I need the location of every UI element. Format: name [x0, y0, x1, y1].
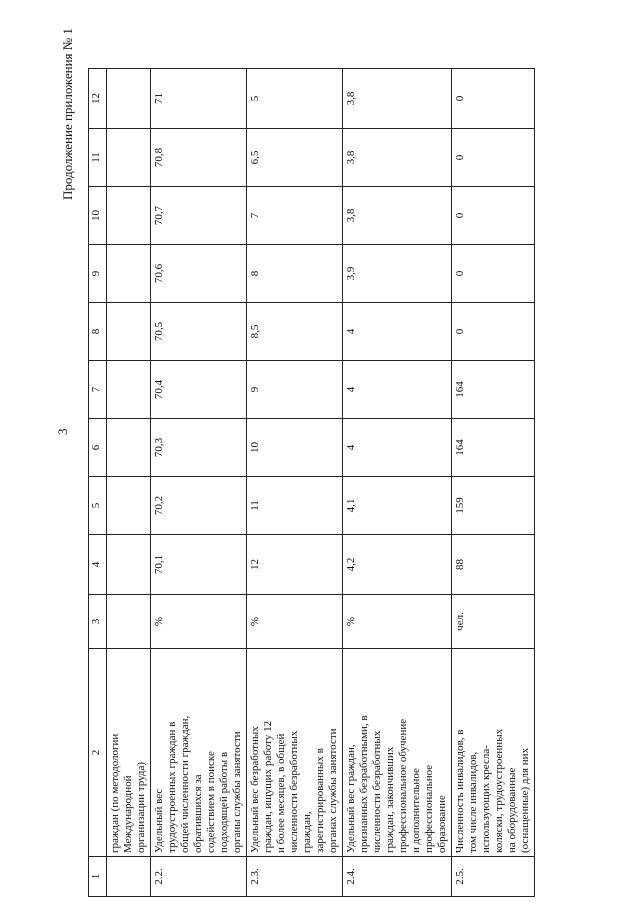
column-header-2: 2: [89, 649, 107, 857]
unit-cell: [107, 595, 151, 649]
description-line: Удельный вес граждан,: [345, 744, 357, 853]
description-line: органы службы занятости: [231, 731, 243, 853]
row-number: 2.3.: [247, 857, 343, 897]
value-cell: 11: [247, 477, 343, 535]
value-cell: 4: [343, 303, 452, 361]
value-cell: 9: [247, 361, 343, 419]
value-cell: 4: [343, 361, 452, 419]
description-line: на оборудованные: [506, 767, 518, 853]
unit-cell: %: [247, 595, 343, 649]
value-cell: 159: [452, 477, 535, 535]
value-cell: 70,2: [151, 477, 247, 535]
unit-cell: %: [151, 595, 247, 649]
description-line: граждан,: [301, 811, 313, 853]
row-number: 2.5.: [452, 857, 535, 897]
row-number: [107, 857, 151, 897]
value-cell: 6,5: [247, 129, 343, 187]
value-cell: 70,6: [151, 245, 247, 303]
value-cell: 70,8: [151, 129, 247, 187]
description-line: общей численности граждан,: [179, 715, 191, 853]
column-header-7: 7: [89, 361, 107, 419]
value-cell: 0: [452, 69, 535, 129]
value-cell: 3,9: [343, 245, 452, 303]
description-line: содействием в поиске: [205, 751, 217, 853]
description-line: Удельный вес: [153, 788, 165, 853]
table-body: [107, 69, 535, 897]
description-line: признанных безработными, в: [358, 715, 370, 853]
value-cell: [107, 245, 151, 303]
value-cell: 164: [452, 361, 535, 419]
description-line: том числе инвалидов,: [467, 751, 479, 853]
description-line: граждан (по методологии: [109, 733, 121, 853]
column-header-8: 8: [89, 303, 107, 361]
value-cell: [107, 535, 151, 595]
row-number: 2.2.: [151, 857, 247, 897]
value-cell: 3,8: [343, 129, 452, 187]
value-cell: [107, 69, 151, 129]
description-line: трудоустроенных граждан в: [166, 721, 178, 853]
description-line: профессиональное: [423, 764, 435, 853]
description-line: образование: [436, 795, 448, 853]
table-row: [247, 69, 343, 897]
value-cell: 5: [247, 69, 343, 129]
value-cell: [107, 477, 151, 535]
description-line: коляски, трудоустроенных: [493, 728, 505, 853]
value-cell: 71: [151, 69, 247, 129]
description-line: (оснащенные) для них: [519, 747, 531, 853]
description-line: профессиональное обучение: [397, 718, 409, 853]
value-cell: 164: [452, 419, 535, 477]
column-header-9: 9: [89, 245, 107, 303]
table-row: [343, 69, 452, 897]
value-cell: 70,3: [151, 419, 247, 477]
description-line: Удельный вес безработных: [249, 726, 261, 853]
description-line: и более месяцев, в общей: [275, 733, 287, 853]
column-header-4: 4: [89, 535, 107, 595]
description-line: Численность инвалидов, в: [454, 729, 466, 853]
indicator-description: [247, 649, 343, 857]
value-cell: 8: [247, 245, 343, 303]
row-number: 2.4.: [343, 857, 452, 897]
continuation-label: Продолжение приложения № 1: [60, 28, 75, 200]
description-line: численности безработных: [288, 730, 300, 853]
table-row: [107, 69, 151, 897]
value-cell: [107, 419, 151, 477]
value-cell: 70,1: [151, 535, 247, 595]
value-cell: 7: [247, 187, 343, 245]
value-cell: 88: [452, 535, 535, 595]
description-line: использующих кресла-: [480, 745, 492, 853]
column-header-3: 3: [89, 595, 107, 649]
value-cell: 0: [452, 187, 535, 245]
value-cell: 0: [452, 303, 535, 361]
table-row: [151, 69, 247, 897]
value-cell: 12: [247, 535, 343, 595]
description-line: численности безработных: [371, 730, 383, 853]
indicators-table: [88, 68, 535, 897]
value-cell: 70,4: [151, 361, 247, 419]
description-line: подходящей работы в: [218, 751, 230, 853]
column-header-5: 5: [89, 477, 107, 535]
description-line: Международной: [122, 775, 134, 853]
table-row: [452, 69, 535, 897]
value-cell: 3,8: [343, 69, 452, 129]
value-cell: 70,7: [151, 187, 247, 245]
value-cell: [107, 129, 151, 187]
column-header-11: 11: [89, 129, 107, 187]
description-line: зарегистрированных в: [314, 748, 326, 853]
indicator-description: [107, 649, 151, 857]
unit-cell: чел.: [452, 595, 535, 649]
value-cell: [107, 361, 151, 419]
description-line: и дополнительное: [410, 768, 422, 853]
value-cell: [107, 303, 151, 361]
description-line: обратившихся за: [192, 774, 204, 853]
value-cell: 3,8: [343, 187, 452, 245]
value-cell: 10: [247, 419, 343, 477]
value-cell: 0: [452, 129, 535, 187]
indicator-description: [151, 649, 247, 857]
page-number: 3: [55, 428, 70, 435]
table-header-row: [89, 69, 107, 897]
value-cell: 4: [343, 419, 452, 477]
column-header-6: 6: [89, 419, 107, 477]
description-line: граждан, закончивших: [384, 746, 396, 853]
description-line: органах службы занятости: [327, 728, 339, 853]
value-cell: [107, 187, 151, 245]
description-line: граждан, ищущих работу 12: [262, 720, 274, 853]
column-header-12: 12: [89, 69, 107, 129]
indicator-description: [452, 649, 535, 857]
column-header-1: 1: [89, 857, 107, 897]
column-header-10: 10: [89, 187, 107, 245]
value-cell: 70,5: [151, 303, 247, 361]
value-cell: 4,2: [343, 535, 452, 595]
indicator-description: [343, 649, 452, 857]
value-cell: 8,5: [247, 303, 343, 361]
unit-cell: %: [343, 595, 452, 649]
description-line: организации труда): [135, 761, 147, 853]
value-cell: 0: [452, 245, 535, 303]
value-cell: 4,1: [343, 477, 452, 535]
